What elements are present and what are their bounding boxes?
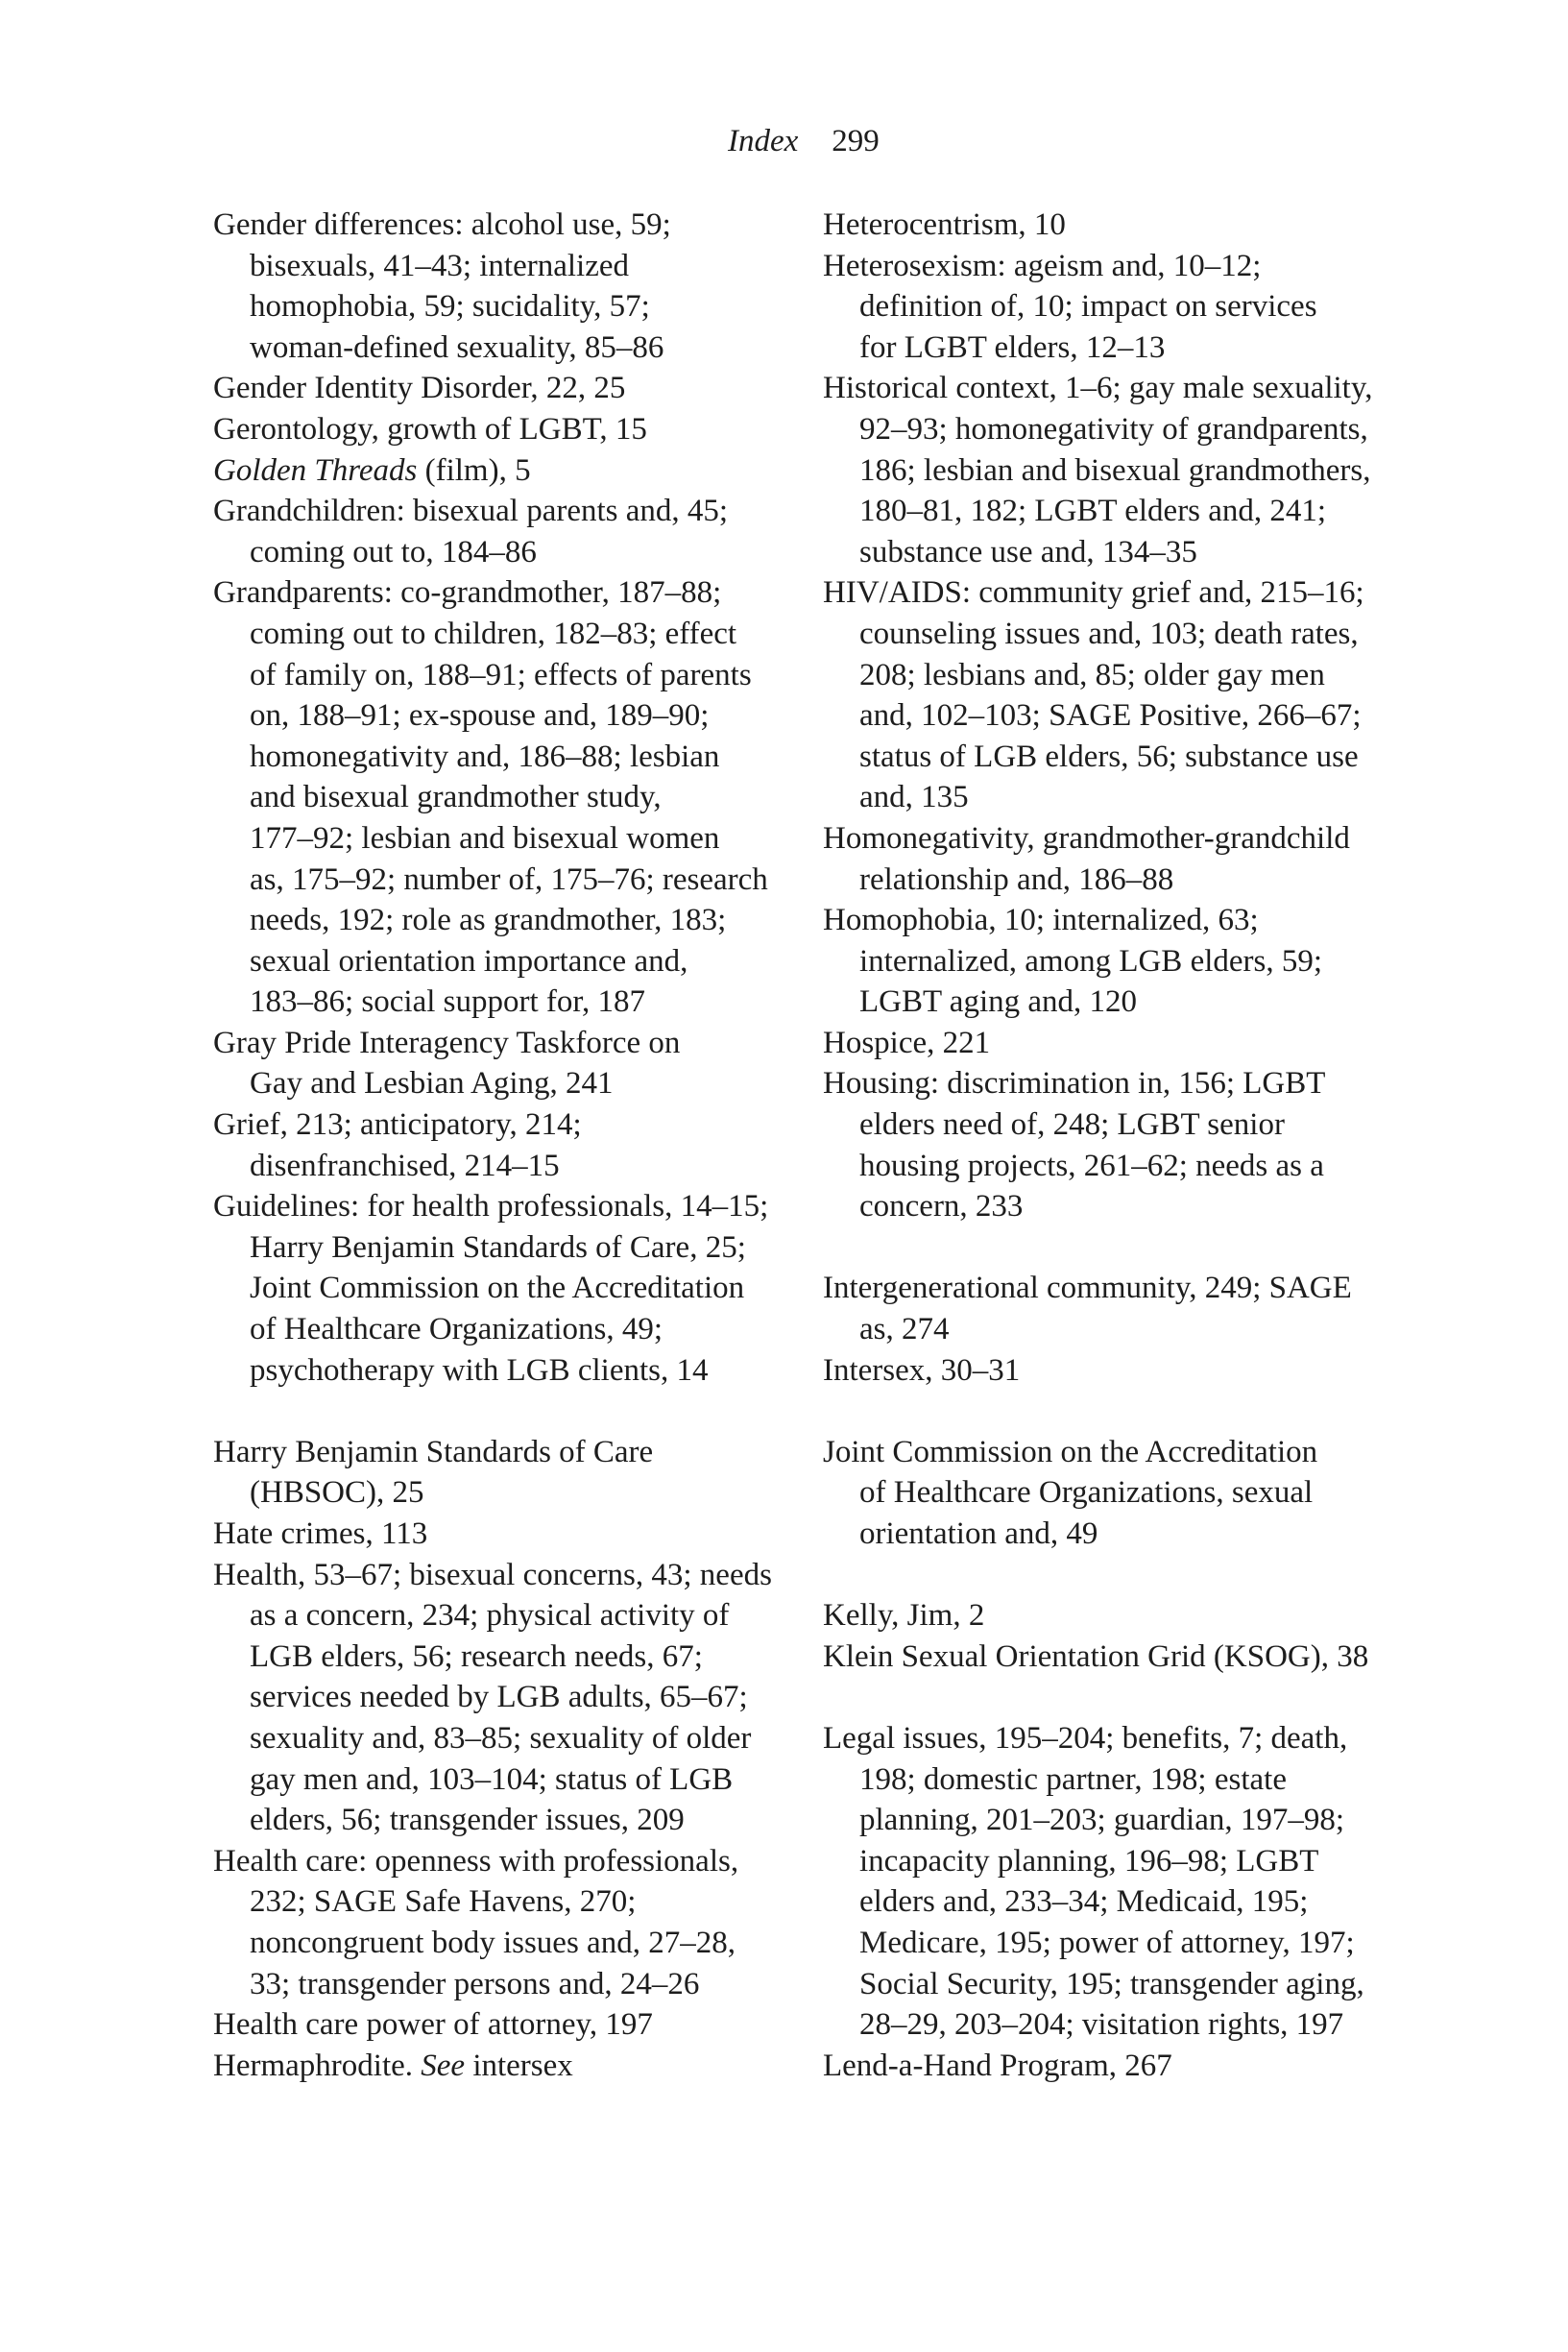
index-entry-line bbox=[823, 1350, 1399, 1392]
index-entry-line bbox=[213, 327, 789, 369]
index-entry-line bbox=[213, 1104, 789, 1146]
index-entry-line bbox=[213, 1186, 789, 1227]
index-group bbox=[823, 1595, 1399, 1677]
index-entry-line bbox=[823, 1146, 1399, 1187]
index-group bbox=[823, 1432, 1399, 1555]
index-entry-line bbox=[823, 941, 1399, 982]
entry-text: Grandchildren: bisexual parents and, 45; bbox=[213, 494, 729, 529]
index-entry-line bbox=[213, 532, 789, 573]
index-entry bbox=[213, 1023, 789, 1104]
entry-text: Legal issues, 195–204; benefits, 7; death, bbox=[823, 1720, 1348, 1756]
index-entry bbox=[213, 2046, 789, 2087]
index-entry bbox=[823, 205, 1399, 246]
index-entry-line bbox=[823, 286, 1399, 327]
entry-text: sexual orientation importance and, bbox=[250, 943, 688, 979]
entry-text: Grief, 213; anticipatory, 214; bbox=[213, 1107, 582, 1143]
index-entry-line bbox=[823, 1186, 1399, 1227]
entry-text: elders, 56; transgender issues, 209 bbox=[250, 1803, 685, 1838]
entry-text: Homonegativity, grandmother-grandchild bbox=[823, 820, 1350, 856]
entry-text: orientation and, 49 bbox=[859, 1516, 1098, 1551]
entry-text: substance use and, 134–35 bbox=[859, 534, 1197, 570]
index-entry-line bbox=[213, 614, 789, 655]
index-entry-line bbox=[823, 982, 1399, 1023]
index-entry-line bbox=[213, 1677, 789, 1718]
index-entry-line bbox=[823, 1841, 1399, 1882]
index-entry-line bbox=[213, 1881, 789, 1923]
entry-text: Gerontology, growth of LGBT, 15 bbox=[213, 411, 647, 447]
index-entry-line bbox=[213, 1268, 789, 1309]
index-entry-line bbox=[213, 450, 789, 492]
entry-text: incapacity planning, 196–98; LGBT bbox=[859, 1843, 1319, 1879]
entry-text: disenfranchised, 214–15 bbox=[250, 1148, 560, 1183]
index-entry-line bbox=[213, 1923, 789, 1964]
index-entry-line bbox=[213, 1350, 789, 1392]
index-group bbox=[823, 205, 1399, 1227]
entry-text: of Healthcare Organizations, sexual bbox=[859, 1475, 1314, 1511]
index-entry-line bbox=[213, 1637, 789, 1678]
entry-text: 198; domestic partner, 198; estate bbox=[859, 1761, 1287, 1797]
entry-text: as a concern, 234; physical activity of bbox=[250, 1598, 730, 1634]
entry-text: for LGBT elders, 12–13 bbox=[859, 329, 1166, 365]
index-entry bbox=[823, 1268, 1399, 1349]
index-entry bbox=[823, 900, 1399, 1023]
index-entry-line bbox=[823, 900, 1399, 941]
entry-text: bisexuals, 41–43; internalized bbox=[250, 248, 629, 283]
entry-text: Historical context, 1–6; gay male sexuality, bbox=[823, 371, 1373, 406]
index-entry-line bbox=[823, 2046, 1399, 2087]
entry-text: woman-defined sexuality, 85–86 bbox=[250, 329, 664, 365]
index-entry-line bbox=[213, 655, 789, 696]
index-entry-line bbox=[213, 1595, 789, 1637]
index-entry-line bbox=[213, 1309, 789, 1350]
index-entry-line bbox=[823, 1432, 1399, 1473]
entry-text: Gray Pride Interagency Taskforce on bbox=[213, 1025, 681, 1060]
entry-text: 92–93; homonegativity of grandparents, bbox=[859, 411, 1368, 447]
entry-text: psychotherapy with LGB clients, 14 bbox=[250, 1352, 709, 1388]
index-entry-line bbox=[823, 777, 1399, 818]
index-entry-line bbox=[823, 737, 1399, 778]
index-entry bbox=[213, 572, 789, 1023]
index-entry-line bbox=[823, 205, 1399, 246]
index-entry-line bbox=[823, 327, 1399, 369]
entry-text: 33; transgender persons and, 24–26 bbox=[250, 1966, 700, 2001]
index-entry-line bbox=[823, 1595, 1399, 1637]
entry-text: sexuality and, 83–85; sexuality of older bbox=[250, 1720, 752, 1756]
index-entry-line bbox=[213, 1964, 789, 2005]
index-entry-line bbox=[213, 1023, 789, 1064]
entry-text: services needed by LGB adults, 65–67; bbox=[250, 1680, 748, 1715]
index-entry-line bbox=[213, 1800, 789, 1841]
index-entry-line bbox=[213, 2004, 789, 2046]
entry-text: definition of, 10; impact on services bbox=[859, 289, 1317, 325]
entry-text: 232; SAGE Safe Havens, 270; bbox=[250, 1884, 637, 1920]
entry-text: 177–92; lesbian and bisexual women bbox=[250, 820, 720, 856]
index-entry-line bbox=[823, 532, 1399, 573]
entry-text: noncongruent body issues and, 27–28, bbox=[250, 1925, 736, 1960]
index-group bbox=[213, 1432, 789, 2087]
entry-text: Grandparents: co-grandmother, 187–88; bbox=[213, 575, 722, 611]
entry-text: LGBT aging and, 120 bbox=[859, 984, 1138, 1020]
index-entry-line bbox=[823, 2004, 1399, 2046]
entry-text: Harry Benjamin Standards of Care bbox=[213, 1434, 654, 1469]
index-entry bbox=[213, 491, 789, 572]
entry-text: 28–29, 203–204; visitation rights, 197 bbox=[859, 2007, 1344, 2043]
index-entry-line bbox=[213, 1146, 789, 1187]
index-entry-line bbox=[213, 1514, 789, 1555]
index-entry-line bbox=[823, 246, 1399, 287]
index-entry-line bbox=[823, 491, 1399, 532]
entry-text: Kelly, Jim, 2 bbox=[823, 1598, 985, 1634]
entry-text: Intergenerational community, 249; SAGE bbox=[823, 1271, 1352, 1306]
index-entry bbox=[823, 246, 1399, 369]
index-entry-line bbox=[823, 1472, 1399, 1514]
entry-text: gay men and, 103–104; status of LGB bbox=[250, 1761, 734, 1797]
index-entry-line bbox=[213, 1759, 789, 1801]
entry-text: Lend-a-Hand Program, 267 bbox=[823, 2048, 1172, 2083]
entry-text: Homophobia, 10; internalized, 63; bbox=[823, 903, 1259, 938]
index-entry bbox=[213, 1841, 789, 2004]
entry-text: elders and, 233–34; Medicaid, 195; bbox=[859, 1884, 1309, 1920]
entry-text: 186; lesbian and bisexual grandmothers, bbox=[859, 452, 1371, 488]
entry-text: HIV/AIDS: community grief and, 215–16; bbox=[823, 575, 1364, 611]
entry-text: intersex bbox=[465, 2048, 573, 2083]
entry-text: 183–86; social support for, 187 bbox=[250, 984, 646, 1020]
entry-text: and bisexual grandmother study, bbox=[250, 780, 662, 815]
index-entry bbox=[823, 2046, 1399, 2087]
index-entry bbox=[213, 409, 789, 450]
index-entry-line bbox=[823, 450, 1399, 492]
page-number: 299 bbox=[832, 124, 880, 158]
index-entry-line bbox=[823, 409, 1399, 450]
index-entry-line bbox=[213, 818, 789, 860]
index-group bbox=[823, 1718, 1399, 2086]
index-entry bbox=[823, 1063, 1399, 1226]
index-entry-line bbox=[213, 941, 789, 982]
index-entry-line bbox=[823, 1718, 1399, 1759]
index-entry-line bbox=[823, 1800, 1399, 1841]
entry-text: of family on, 188–91; effects of parents bbox=[250, 657, 752, 692]
entry-text: Joint Commission on the Accreditation bbox=[250, 1271, 745, 1306]
index-entry-line bbox=[823, 572, 1399, 614]
entry-text: counseling issues and, 103; death rates, bbox=[859, 616, 1359, 651]
index-entry-line bbox=[823, 695, 1399, 737]
index-entry bbox=[823, 1432, 1399, 1555]
entry-text: coming out to children, 182–83; effect bbox=[250, 616, 737, 651]
index-entry bbox=[823, 818, 1399, 900]
index-entry bbox=[213, 1104, 789, 1186]
index-entry-line bbox=[823, 1063, 1399, 1104]
entry-text: Gay and Lesbian Aging, 241 bbox=[250, 1066, 614, 1102]
entry-text: Guidelines: for health professionals, 14–15; bbox=[213, 1189, 769, 1224]
index-entry-line bbox=[823, 1514, 1399, 1555]
index-entry-line bbox=[823, 1023, 1399, 1064]
entry-text: Social Security, 195; transgender aging, bbox=[859, 1966, 1364, 2001]
index-entry bbox=[213, 2004, 789, 2046]
entry-text: on, 188–91; ex-spouse and, 189–90; bbox=[250, 698, 710, 734]
index-entry-line bbox=[213, 982, 789, 1023]
entry-text: as, 274 bbox=[859, 1312, 950, 1347]
entry-text: LGB elders, 56; research needs, 67; bbox=[250, 1638, 703, 1674]
entry-text: of Healthcare Organizations, 49; bbox=[250, 1312, 663, 1347]
index-entry-line bbox=[213, 777, 789, 818]
entry-text: Health, 53–67; bisexual concerns, 43; needs bbox=[213, 1557, 772, 1592]
entry-text: Klein Sexual Orientation Grid (KSOG), 38 bbox=[823, 1638, 1369, 1674]
index-entry bbox=[823, 572, 1399, 818]
index-entry bbox=[823, 1350, 1399, 1392]
index-entry-line bbox=[823, 1881, 1399, 1923]
index-entry-line bbox=[213, 1718, 789, 1759]
index-entry-line bbox=[823, 1923, 1399, 1964]
entry-text: Housing: discrimination in, 156; LGBT bbox=[823, 1066, 1326, 1102]
entry-text: Health care power of attorney, 197 bbox=[213, 2007, 653, 2043]
index-group bbox=[213, 205, 789, 1391]
index-entry-line bbox=[823, 860, 1399, 901]
left-column bbox=[213, 205, 789, 2086]
index-entry bbox=[213, 450, 789, 492]
index-entry bbox=[823, 1637, 1399, 1678]
index-entry bbox=[213, 1186, 789, 1391]
index-entry-line bbox=[213, 205, 789, 246]
index-entry bbox=[213, 1514, 789, 1555]
entry-text: Intersex, 30–31 bbox=[823, 1352, 1021, 1388]
page-title: Index bbox=[728, 124, 799, 158]
entry-text: (HBSOC), 25 bbox=[250, 1475, 424, 1511]
page-header bbox=[728, 121, 880, 162]
entry-text: planning, 201–203; guardian, 197–98; bbox=[859, 1803, 1345, 1838]
index-entry bbox=[213, 368, 789, 409]
index-entry-line bbox=[213, 1841, 789, 1882]
entry-text: concern, 233 bbox=[859, 1189, 1024, 1224]
index-entry bbox=[823, 368, 1399, 572]
index-entry-line bbox=[213, 2046, 789, 2087]
entry-text: 208; lesbians and, 85; older gay men bbox=[859, 657, 1325, 692]
index-entry-line bbox=[213, 491, 789, 532]
entry-text: Health care: openness with professionals, bbox=[213, 1843, 739, 1879]
entry-text: internalized, among LGB elders, 59; bbox=[859, 943, 1323, 979]
index-entry-line bbox=[823, 1104, 1399, 1146]
entry-text: as, 175–92; number of, 175–76; research bbox=[250, 861, 768, 897]
index-entry-line bbox=[823, 368, 1399, 409]
index-entry-line bbox=[823, 655, 1399, 696]
entry-text: needs, 192; role as grandmother, 183; bbox=[250, 903, 727, 938]
entry-text: homophobia, 59; sucidality, 57; bbox=[250, 289, 650, 325]
entry-text: Gender differences: alcohol use, 59; bbox=[213, 207, 671, 242]
entry-text: Heterosexism: ageism and, 10–12; bbox=[823, 248, 1262, 283]
entry-text: Gender Identity Disorder, 22, 25 bbox=[213, 371, 626, 406]
index-entry-line bbox=[213, 572, 789, 614]
italic-text: Golden Threads bbox=[213, 452, 418, 488]
index-entry-line bbox=[213, 1472, 789, 1514]
index-entry-line bbox=[823, 1964, 1399, 2005]
entry-text: Hermaphrodite. bbox=[213, 2048, 422, 2083]
index-entry bbox=[213, 1555, 789, 1841]
entry-text: Joint Commission on the Accreditation bbox=[823, 1434, 1318, 1469]
index-entry-line bbox=[213, 286, 789, 327]
index-entry-line bbox=[213, 1063, 789, 1104]
index-entry bbox=[213, 1432, 789, 1514]
entry-text: (film), 5 bbox=[417, 452, 531, 488]
entry-text: 180–81, 182; LGBT elders and, 241; bbox=[859, 494, 1327, 529]
entry-text: elders need of, 248; LGBT senior bbox=[859, 1107, 1285, 1143]
index-entry bbox=[213, 205, 789, 368]
index-entry-line bbox=[213, 860, 789, 901]
entry-text: relationship and, 186–88 bbox=[859, 861, 1174, 897]
entry-text: homonegativity and, 186–88; lesbian bbox=[250, 739, 720, 774]
entry-text: Medicare, 195; power of attorney, 197; bbox=[859, 1925, 1355, 1960]
index-entry-line bbox=[823, 818, 1399, 860]
index-entry-line bbox=[213, 246, 789, 287]
right-column bbox=[823, 205, 1399, 2086]
index-entry-line bbox=[213, 695, 789, 737]
entry-text: status of LGB elders, 56; substance use bbox=[859, 739, 1359, 774]
index-group bbox=[823, 1268, 1399, 1391]
entry-text: housing projects, 261–62; needs as a bbox=[859, 1148, 1324, 1183]
index-entry-line bbox=[213, 1555, 789, 1596]
index-entry-line bbox=[213, 1432, 789, 1473]
index-entry-line bbox=[213, 737, 789, 778]
index-entry-line bbox=[213, 900, 789, 941]
entry-text: Heterocentrism, 10 bbox=[823, 207, 1066, 242]
index-entry-line bbox=[823, 1268, 1399, 1309]
entry-text: Harry Benjamin Standards of Care, 25; bbox=[250, 1229, 746, 1265]
index-entry bbox=[823, 1718, 1399, 2046]
index-entry bbox=[823, 1023, 1399, 1064]
index-entry-line bbox=[823, 614, 1399, 655]
index-entry-line bbox=[213, 368, 789, 409]
index-entry-line bbox=[823, 1637, 1399, 1678]
entry-text: coming out to, 184–86 bbox=[250, 534, 537, 570]
entry-text: Hate crimes, 113 bbox=[213, 1516, 428, 1551]
entry-text: and, 102–103; SAGE Positive, 266–67; bbox=[859, 698, 1362, 734]
entry-text: and, 135 bbox=[859, 780, 969, 815]
entry-text: Hospice, 221 bbox=[823, 1025, 991, 1060]
index-entry bbox=[823, 1595, 1399, 1637]
index-entry-line bbox=[823, 1309, 1399, 1350]
index-entry-line bbox=[823, 1759, 1399, 1801]
index-entry-line bbox=[213, 1227, 789, 1269]
index-entry-line bbox=[213, 409, 789, 450]
italic-text: See bbox=[421, 2048, 466, 2083]
